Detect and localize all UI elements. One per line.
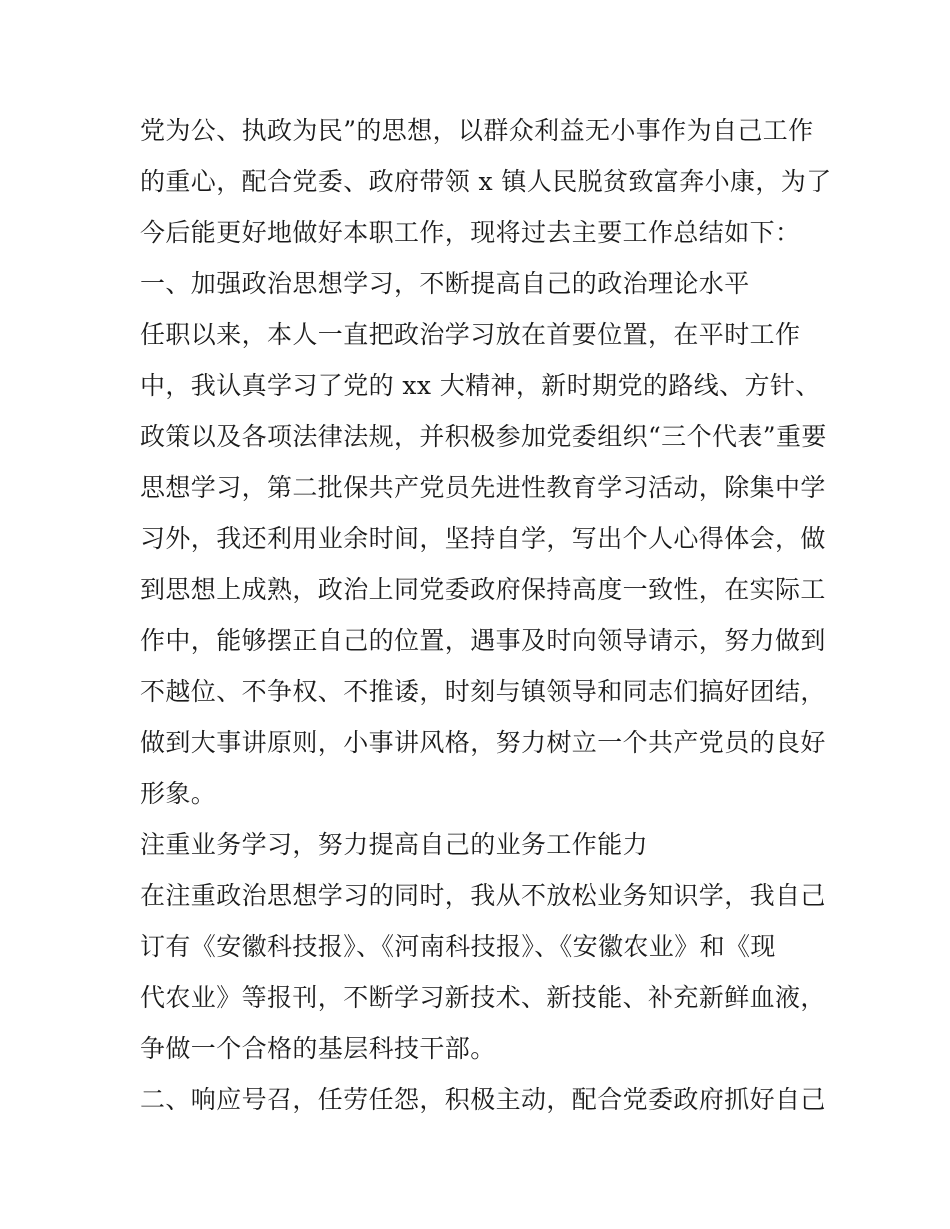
- text-line: 订有《安徽科技报》、《河南科技报》、《安徽农业》和《现: [140, 932, 776, 961]
- subsection-heading: 注重业务学习，努力提高自己的业务工作能力: [140, 830, 649, 859]
- document-body: [140, 105, 832, 1125]
- text-line: 党为公、执政为民”的思想，以群众利益无小事作为自己工作: [140, 116, 814, 145]
- text-line: 中，我认真学习了党的 xx 大精神，新时期党的路线、方针、: [140, 371, 821, 400]
- text-line: 习外，我还利用业余时间，坚持自学，写出个人心得体会，做: [140, 524, 826, 553]
- text-line: 在注重政治思想学习的同时，我从不放松业务知识学，我自己: [140, 881, 826, 910]
- text-line: 政策以及各项法律法规，并积极参加党委组织“三个代表”重要: [140, 422, 827, 451]
- text-line: 任职以来，本人一直把政治学习放在首要位置，在平时工作: [140, 320, 801, 349]
- text-line: 思想学习，第二批保共产党员先进性教育学习活动，除集中学: [140, 473, 826, 502]
- text-line: 代农业》等报刊，不断学习新技术、新技能、补充新鲜血液，: [140, 983, 826, 1012]
- text-line: 做到大事讲原则，小事讲风格，努力树立一个共产党员的良好: [140, 728, 826, 757]
- text-line: 形象。: [140, 779, 217, 808]
- text-line: 不越位、不争权、不推诿，时刻与镇领导和同志们搞好团结，: [140, 677, 826, 706]
- section-heading-1: 一、加强政治思想学习，不断提高自己的政治理论水平: [140, 269, 750, 298]
- text-line: 争做一个合格的基层科技干部。: [140, 1034, 496, 1063]
- text-line: 到思想上成熟，政治上同党委政府保持高度一致性，在实际工: [140, 575, 826, 604]
- text-line: 今后能更好地做好本职工作，现将过去主要工作总结如下：: [140, 218, 801, 247]
- section-heading-2: 二、响应号召，任劳任怨，积极主动，配合党委政府抓好自己: [140, 1085, 826, 1114]
- text-line: 的重心，配合党委、政府带领 x 镇人民脱贫致富奔小康，为了: [140, 167, 832, 196]
- text-line: 作中，能够摆正自己的位置，遇事及时向领导请示，努力做到: [140, 626, 826, 655]
